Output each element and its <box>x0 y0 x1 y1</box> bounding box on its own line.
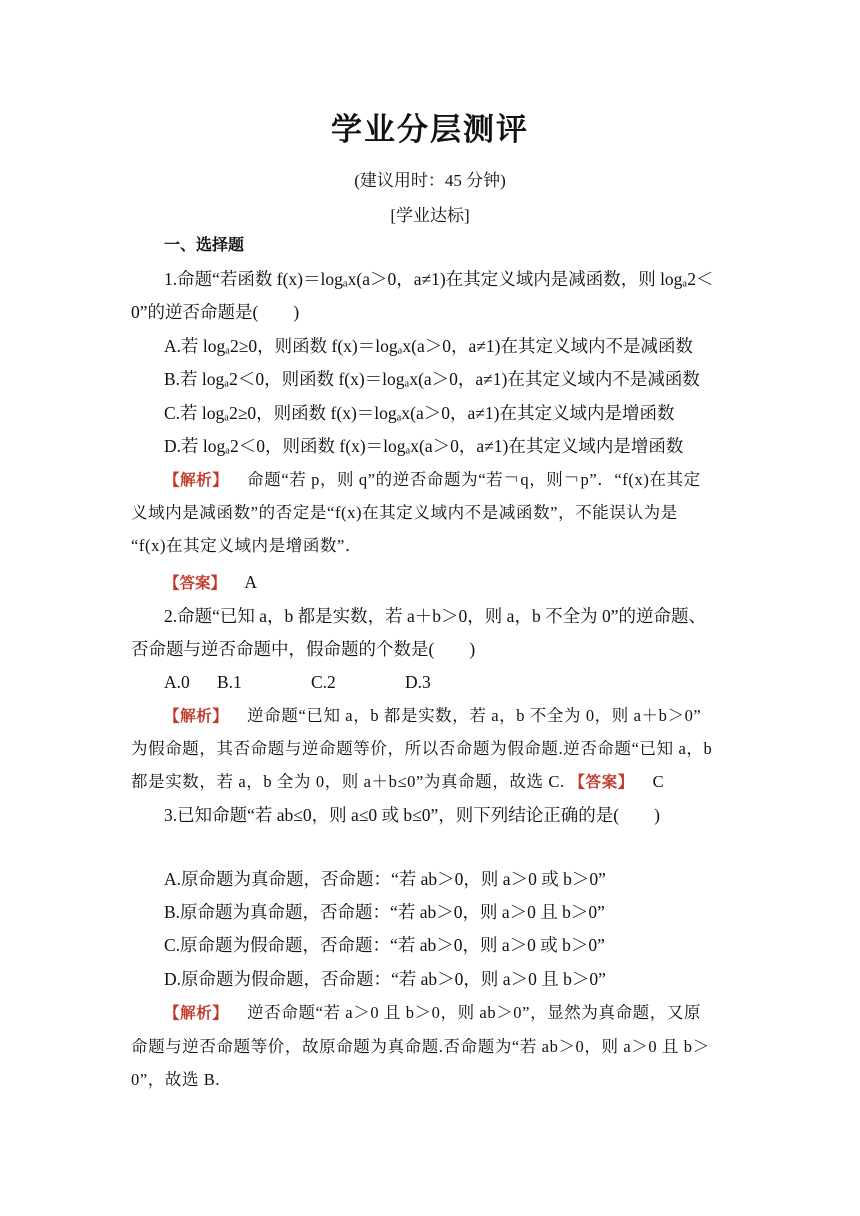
q3-stem-line-1: 3.已知命题“若 ab≤0，则 a≤0 或 b≤0”，则下列结论正确的是( ) <box>164 805 660 825</box>
q2-option-c: C.2 <box>311 672 336 692</box>
q3-option-c: C.原命题为假命题，否命题：“若 ab＞0，则 a＞0 或 b＞0” <box>164 935 605 955</box>
q1-analysis-line-2: 义域内是减函数”的否定是“f(x)在其定义域内不是减函数”，不能误认为是 <box>131 503 678 522</box>
q1-option-b: B.若 logₐ2＜0，则函数 f(x)＝logₐx(a＞0，a≠1)在其定义域内不是减函数 <box>164 369 700 389</box>
q2-analysis-text-3: 都是实数，若 a，b 全为 0，则 a＋b≤0”为真命题，故选 C. <box>131 772 565 791</box>
page-title: 学业分层测评 <box>331 112 529 148</box>
q3-analysis-line-1 <box>164 1000 701 1026</box>
q2-answer: C <box>652 772 665 791</box>
q1-option-a: A.若 logₐ2≥0，则函数 f(x)＝logₐx(a＞0，a≠1)在其定义域内不是减函数 <box>164 336 693 356</box>
q2-stem-line-1: 2.命题“已知 a，b 都是实数，若 a＋b＞0，则 a，b 不全为 0”的逆命题、 <box>164 606 706 626</box>
q1-option-d: D.若 logₐ2＜0，则函数 f(x)＝logₐx(a＞0，a≠1)在其定义域内是增函数 <box>164 436 684 456</box>
q1-stem-line-2: 0”的逆否命题是( ) <box>131 302 300 322</box>
q2-option-a: A.0 <box>164 672 190 692</box>
q1-analysis-line-3: “f(x)在其定义域内是增函数”． <box>131 536 363 555</box>
section-label: [学业达标] <box>390 206 470 225</box>
q2-option-d: D.3 <box>405 672 431 692</box>
q3-option-b: B.原命题为真命题，否命题：“若 ab＞0，则 a＞0 且 b＞0” <box>164 902 605 922</box>
q2-stem-line-2: 否命题与逆否命题中，假命题的个数是( ) <box>131 639 476 659</box>
q2-option-b: B.1 <box>217 672 242 692</box>
q3-analysis-line-3: 0”，故选 B. <box>131 1070 221 1089</box>
answer-tag: 【答案】 <box>164 574 227 592</box>
q3-option-a: A.原命题为真命题，否命题：“若 ab＞0，则 a＞0 或 b＞0” <box>164 869 606 889</box>
section-heading: 一、选择题 <box>164 235 245 254</box>
q1-analysis-line-1 <box>164 467 729 493</box>
q1-answer: A <box>244 572 258 592</box>
analysis-tag: 【解析】 <box>164 707 229 725</box>
answer-tag: 【答案】 <box>569 773 634 791</box>
time-note: (建议用时：45 分钟) <box>354 171 506 190</box>
q2-analysis-line-1 <box>164 703 701 729</box>
q2-analysis-text-1: 逆命题“已知 a，b 都是实数，若 a，b 不全为 0，则 a＋b＞0” <box>247 706 702 725</box>
q2-analysis-line-3 <box>131 769 664 795</box>
analysis-tag: 【解析】 <box>164 1004 229 1022</box>
q1-option-c: C.若 logₐ2≥0，则函数 f(x)＝logₐx(a＞0，a≠1)在其定义域内是增函数 <box>164 403 675 423</box>
q3-option-d: D.原命题为假命题，否命题：“若 ab＞0，则 a＞0 且 b＞0” <box>164 969 606 989</box>
analysis-tag: 【解析】 <box>164 471 229 489</box>
q3-analysis-line-2: 命题与逆否命题等价，故原命题为真命题.否命题为“若 ab＞0，则 a＞0 且 b＞ <box>131 1037 710 1056</box>
q1-answer-line <box>164 569 257 596</box>
q1-stem-line-1: 1.命题“若函数 f(x)＝logₐx(a＞0，a≠1)在其定义域内是减函数，则 logₐ2＜ <box>164 269 714 289</box>
q1-analysis-text-1: 命题“若 p，则 q”的逆否命题为“若￢q，则￢p”．“f(x)在其定 <box>247 470 701 489</box>
q3-analysis-text-1: 逆否命题“若 a＞0 且 b＞0，则 ab＞0”，显然为真命题，又原 <box>247 1003 702 1022</box>
q2-analysis-line-2: 为假命题，其否命题与逆命题等价，所以否命题为假命题.逆否命题“已知 a，b <box>131 739 713 758</box>
